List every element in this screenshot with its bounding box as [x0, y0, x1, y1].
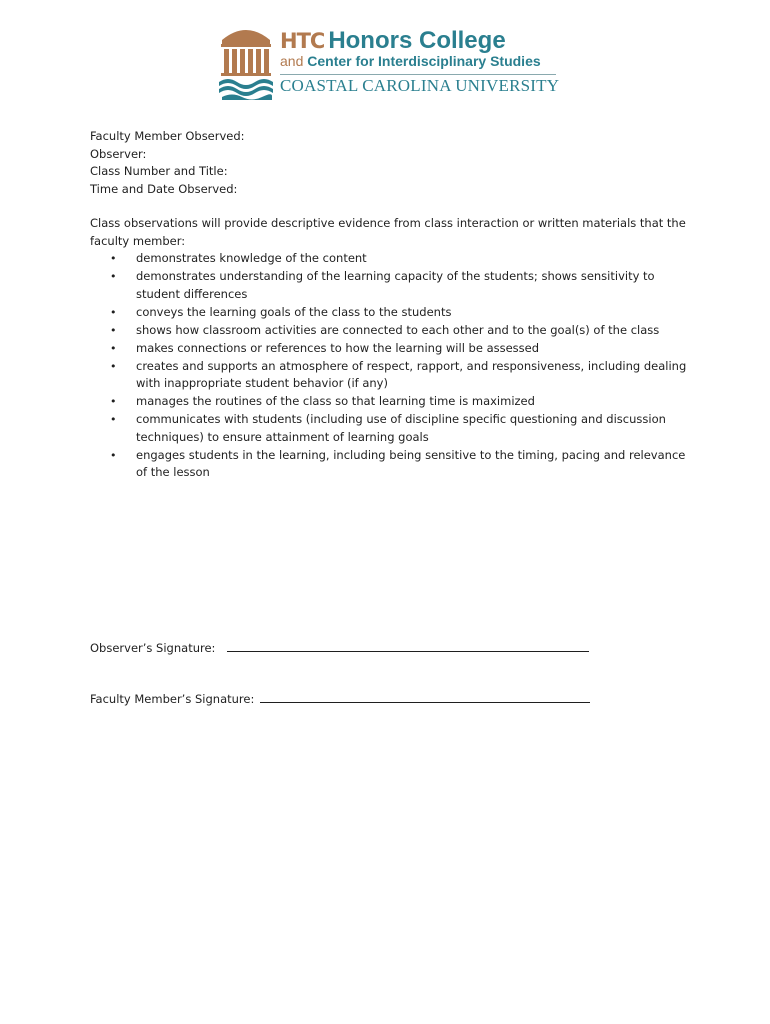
observer-signature-row: [90, 639, 589, 657]
list-item: [90, 250, 690, 268]
field-class-number-title: Class Number and Title:: [90, 164, 228, 178]
criterion-text: engages students in the learning, including being sensitive to the timing, pacing and relevance of the lesson: [136, 447, 686, 479]
bullet-icon: •: [110, 252, 117, 265]
criterion-text: shows how classroom activities are connected to each other and to the goal(s) of the class: [136, 322, 660, 337]
logo-university-name: COASTAL CAROLINA UNIVERSITY: [280, 76, 560, 95]
criterion-text: creates and supports an atmosphere of respect, rapport, and responsiveness, including dealing with inappropriate student behavior (if any): [136, 358, 687, 390]
bullet-icon: •: [110, 323, 117, 337]
observation-form-body: [90, 128, 690, 482]
logo-subtitle: [280, 53, 541, 69]
logo-title: [280, 28, 506, 54]
logo-college-name: Honors College: [328, 27, 506, 54]
field-faculty-member: Faculty Member Observed:: [90, 129, 245, 143]
criterion-text: demonstrates knowledge of the content: [136, 251, 367, 265]
criterion-text: conveys the learning goals of the class to the students: [136, 304, 452, 319]
university-columns-waves-icon: [218, 22, 274, 100]
list-item: [90, 268, 690, 303]
field-time-date: Time and Date Observed:: [90, 181, 238, 196]
logo-subtitle-and: and: [280, 53, 304, 69]
criterion-text: demonstrates understanding of the learning capacity of the students; shows sensitivity to student differences: [136, 269, 655, 301]
list-item: [90, 447, 690, 482]
faculty-signature-label: Faculty Member’s Signature:: [90, 692, 255, 706]
criterion-text: communicates with students (including use of discipline specific questioning and discussion techniques) to ensure attainment of learning goals: [136, 412, 666, 444]
list-item: [90, 358, 690, 393]
bullet-icon: •: [110, 395, 117, 408]
criterion-text: manages the routines of the class so that learning time is maximized: [136, 394, 535, 408]
list-item: [90, 304, 690, 322]
criterion-text: makes connections or references to how the learning will be assessed: [136, 340, 540, 355]
bullet-icon: •: [110, 359, 117, 373]
bullet-icon: •: [110, 341, 117, 355]
faculty-signature-row: [90, 690, 590, 708]
list-item: [90, 393, 690, 411]
observation-intro: Class observations will provide descriptive evidence from class interaction or written materials that the faculty member:: [90, 216, 686, 248]
bullet-icon: •: [110, 270, 117, 283]
list-item: [90, 411, 690, 446]
logo-brand-mark: HTC: [280, 29, 325, 53]
bullet-icon: •: [110, 448, 117, 462]
faculty-signature-field[interactable]: [260, 690, 590, 703]
field-observer: Observer:: [90, 146, 147, 161]
bullet-icon: •: [110, 413, 117, 426]
logo-divider: [280, 74, 556, 75]
list-item: [90, 322, 690, 340]
observer-signature-label: Observer’s Signature:: [90, 641, 216, 655]
list-item: [90, 340, 690, 358]
bullet-icon: •: [110, 305, 117, 319]
criteria-list: [90, 250, 690, 482]
logo-subtitle-center: Center for Interdisciplinary Studies: [307, 53, 541, 69]
observer-signature-field[interactable]: [227, 639, 589, 652]
college-logo: [218, 22, 558, 102]
